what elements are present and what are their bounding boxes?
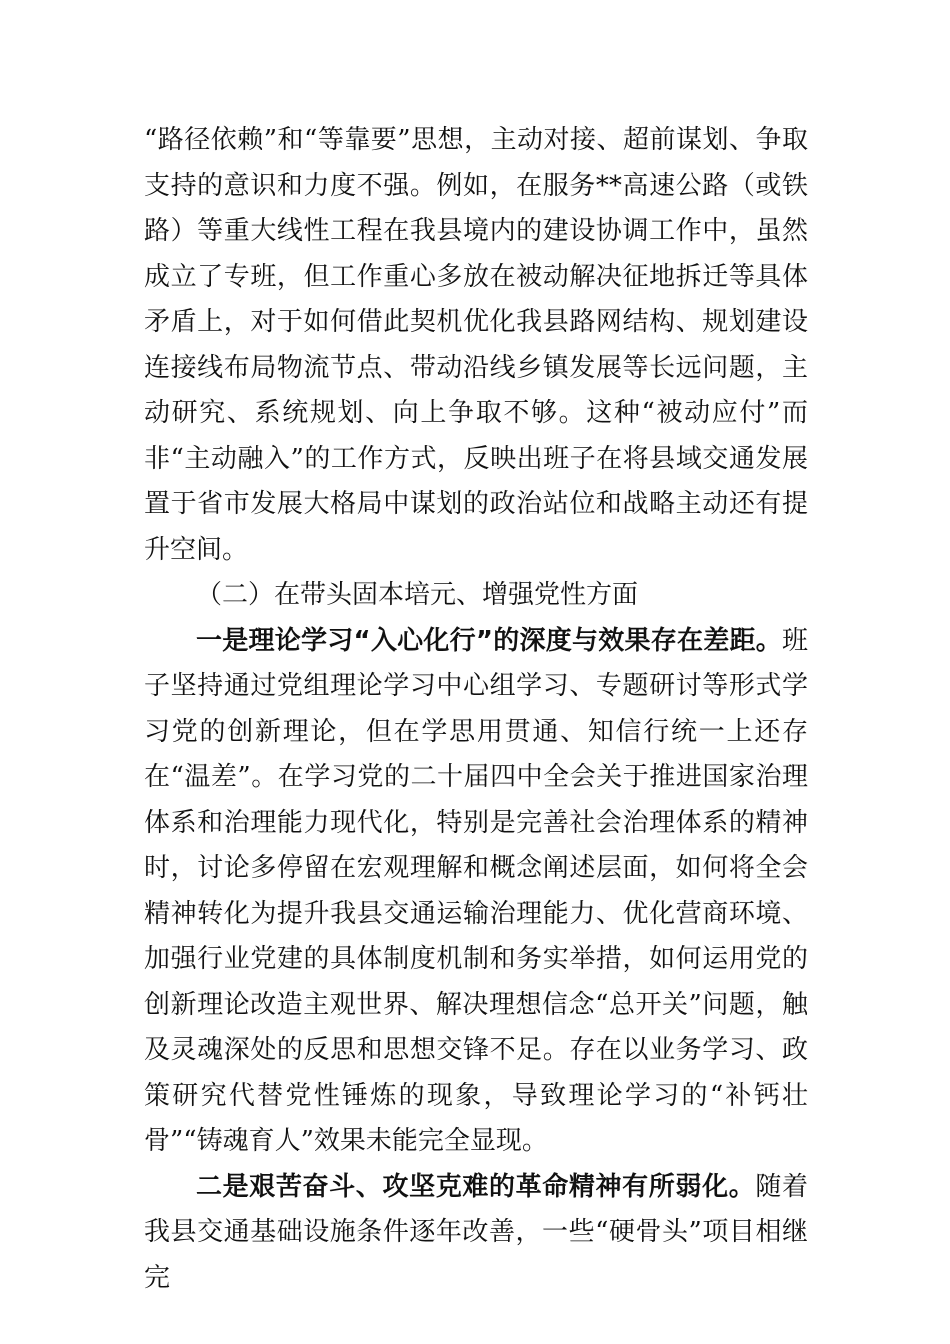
section-heading: （二）在带头固本培元、增强党性方面	[196, 580, 639, 610]
point-one-body: 班子坚持通过党组理论学习中心组学习、专题研讨等形式学习党的创新理论，但在学思用贯通、知信行统一上还存在“温差”。在学习党的二十届四中全会关于推进国家治理体系和治理能力现代化，特别是完善社会治理体系的精神时，讨论多停留在宏观理解和概念阐述层面，如何将全会精神转化为提升我县交通运输治理能力、优化营商环境、加强行业党建的具体制度机制和务实举措，如何运用党的创新理论改造主观世界、解决理想信念“总开关”问题，触及灵魂深处的反思和思想交锋不足。存在以业务学习、政策研究代替党性锤炼的现象，导致理论学习的“补钙壮骨”“铸魂育人”效果未能完全显现。	[144, 625, 808, 1156]
point-one-lead: 一是理论学习“入心化行”的深度与效果存在差距。	[196, 625, 782, 656]
point-one-paragraph	[144, 619, 808, 1165]
point-two-paragraph	[144, 1165, 808, 1302]
continuation-paragraph: “路径依赖”和“等靠要”思想，主动对接、超前谋划、争取支持的意识和力度不强。例如，在服务**高速公路（或铁路）等重大线性工程在我县境内的建设协调工作中，虽然成立了专班，但工作重心多放在被动解决征地拆迁等具体矛盾上，对于如何借此契机优化我县路网结构、规划建设连接线布局物流节点、带动沿线乡镇发展等长远问题，主动研究、系统规划、向上争取不够。这种“被动应付”而非“主动融入”的工作方式，反映出班子在将县域交通发展置于省市发展大格局中谋划的政治站位和战略主动还有提升空间。	[144, 125, 808, 565]
point-two-lead: 二是艰苦奋斗、攻坚克难的革命精神有所弱化。	[196, 1171, 756, 1202]
point-two-body: 随着我县交通基础设施条件逐年改善，一些“硬骨头”项目相继完	[144, 1171, 808, 1293]
document-page	[144, 118, 808, 1301]
